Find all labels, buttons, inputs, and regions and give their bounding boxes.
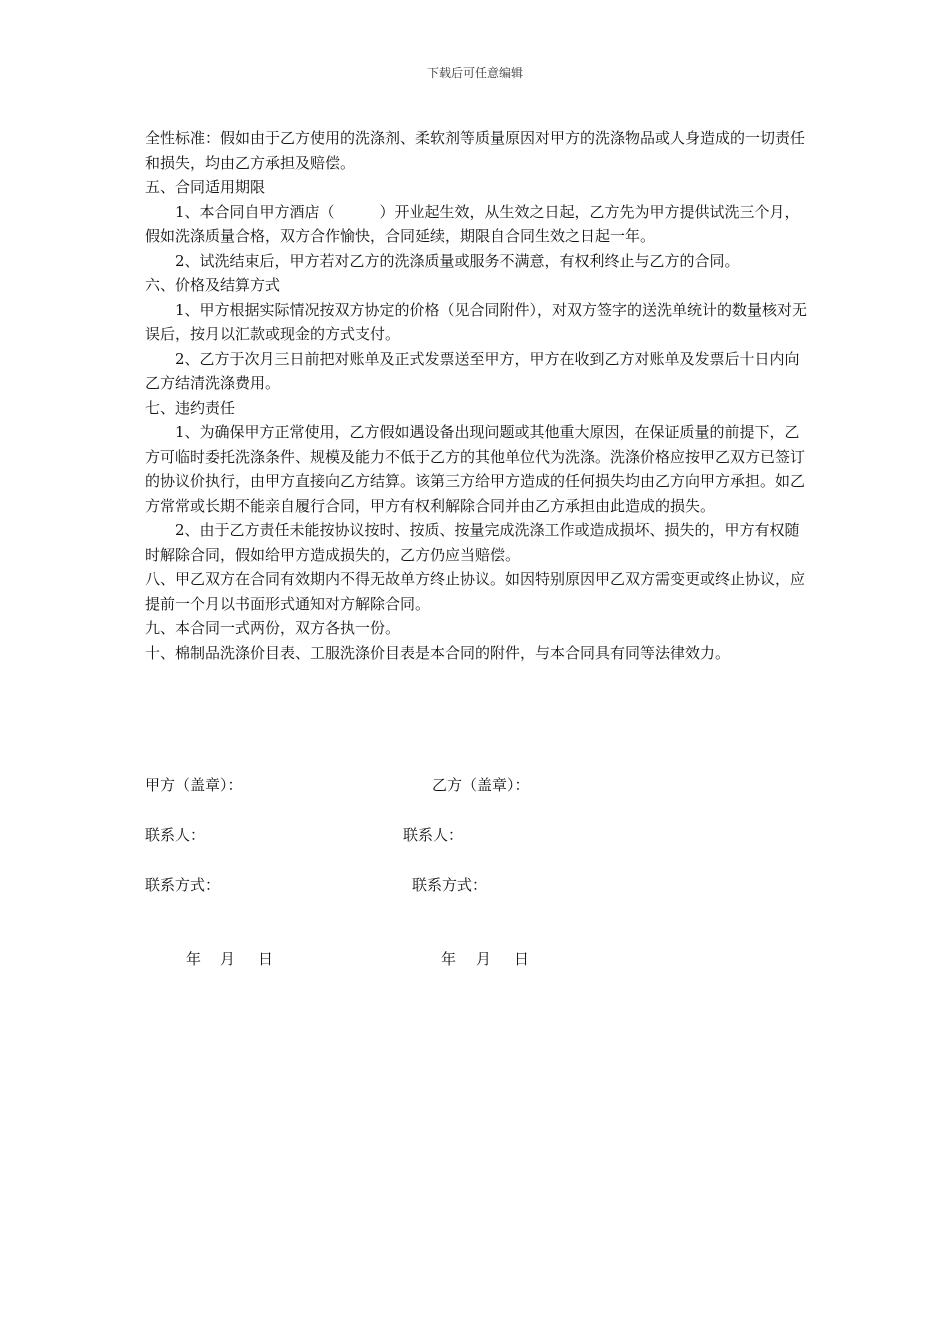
section-heading-liability: 七、违约责任 xyxy=(145,398,236,417)
clause-liability-1: 1、为确保甲方正常使用，乙方假如遇设备出现问题或其他重大原因，在保证质量的前提下，乙方可临时委托洗涤条件、规模及能力不低于乙方的其他单位代为洗涤。洗涤价格应按甲乙双方已签订的协议价执行，由甲方直接向乙方结算。该第三方给甲方造成的任何损失均由乙方向甲方承担。如乙方常常或长期不能亲自履行合同，甲方有权利解除合同并由乙方承担由此造成的损失。 xyxy=(145,423,806,515)
party-a-date-year: 年 xyxy=(186,950,202,968)
party-b-seal-label: 乙方（盖章）： xyxy=(432,776,530,794)
section-eight: 八、甲乙双方在合同有效期内不得无故单方终止协议。如因特别原因甲乙双方需变更或终止协议，应提前一个月以书面形式通知对方解除合同。 xyxy=(145,570,806,613)
party-b-contact-method-label: 联系方式： xyxy=(412,876,488,894)
contract-body xyxy=(145,126,810,665)
party-a-contact-method-label: 联系方式： xyxy=(145,876,221,894)
clause-term-2: 2、试洗结束后，甲方若对乙方的洗涤质量或服务不满意，有权利终止与乙方的合同。 xyxy=(175,251,740,270)
party-a-contact-label: 联系人： xyxy=(145,826,206,844)
clause-price-2: 2、乙方于次月三日前把对账单及正式发票送至甲方，甲方在收到乙方对账单及发票后十日内向乙方结清洗涤费用。 xyxy=(145,349,800,392)
party-b-date-month: 月 xyxy=(476,950,492,968)
party-a-date-month: 月 xyxy=(220,950,236,968)
party-b-date-year: 年 xyxy=(441,950,457,968)
paragraph-safety-standard: 全性标准：假如由于乙方使用的洗涤剂、柔软剂等质量原因对甲方的洗涤物品或人身造成的一切责任和损失，均由乙方承担及赔偿。 xyxy=(145,129,806,172)
page-header: 下载后可任意编辑 xyxy=(426,66,523,80)
section-heading-price: 六、价格及结算方式 xyxy=(145,276,281,294)
section-ten: 十、棉制品洗涤价目表、工服洗涤价目表是本合同的附件，与本合同具有同等法律效力。 xyxy=(145,643,731,662)
party-b-contact-label: 联系人： xyxy=(403,826,464,844)
clause-price-1: 1、甲方根据实际情况按双方协定的价格（见合同附件），对双方签字的送洗单统计的数量核对无误后，按月以汇款或现金的方式支付。 xyxy=(145,300,808,343)
clause-term-1: 1、本合同自甲方酒店（ ）开业起生效，从生效之日起，乙方先为甲方提供试洗三个月，假如洗涤质量合格，双方合作愉快，合同延续，期限自合同生效之日起一年。 xyxy=(145,202,800,245)
section-heading-term: 五、合同适用期限 xyxy=(145,178,266,196)
section-nine: 九、本合同一式两份，双方各执一份。 xyxy=(145,619,401,637)
party-b-date-day: 日 xyxy=(514,950,530,968)
party-a-date-day: 日 xyxy=(258,950,274,968)
clause-liability-2: 2、由于乙方责任未能按协议按时、按质、按量完成洗涤工作或造成损坏、损失的，甲方有权随时解除合同，假如给甲方造成损失的，乙方仍应当赔偿。 xyxy=(145,521,800,564)
party-a-seal-label: 甲方（盖章）： xyxy=(145,776,243,794)
